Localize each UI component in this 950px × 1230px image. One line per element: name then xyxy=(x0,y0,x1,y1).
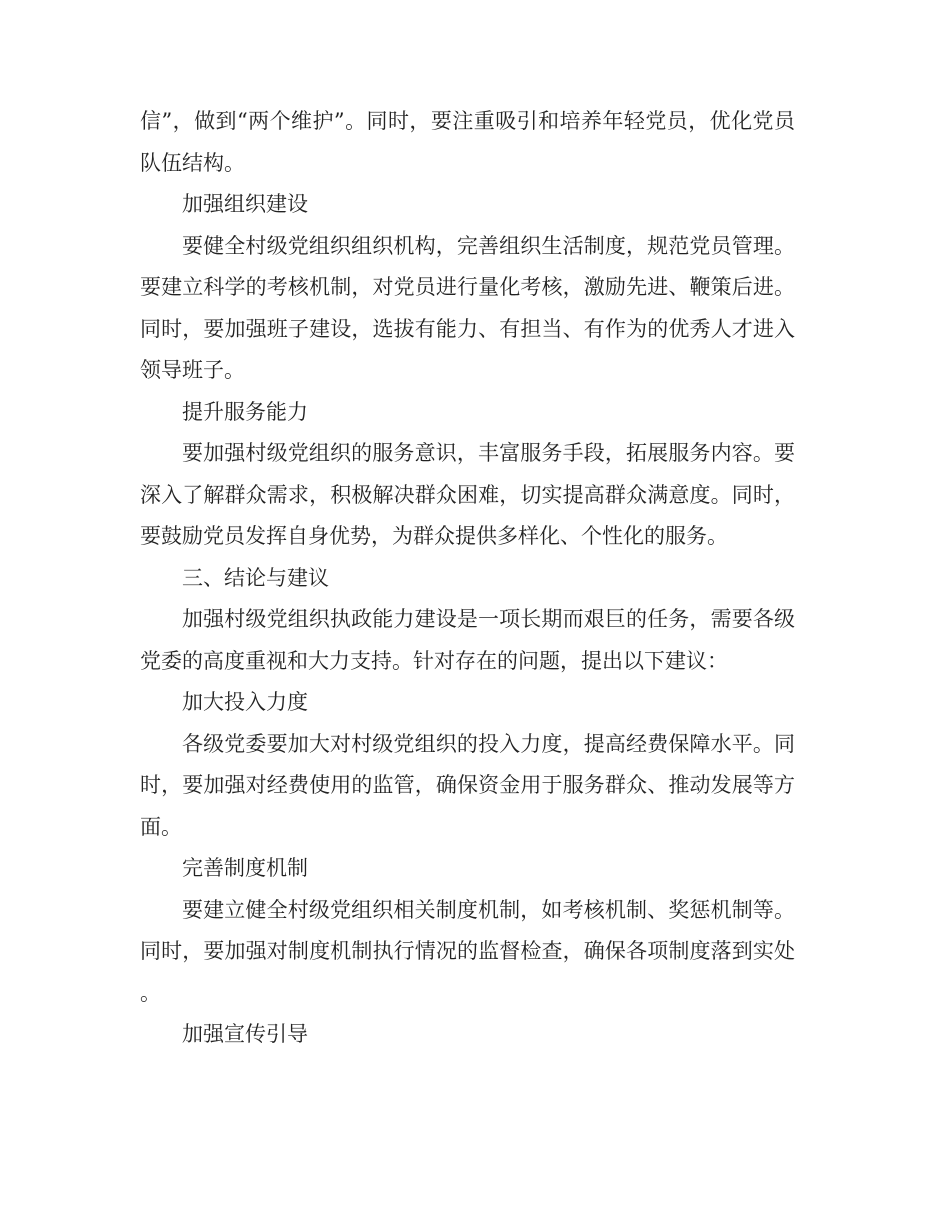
section-heading-conclusion: 三、结论与建议 xyxy=(182,565,329,590)
section-heading-service: 提升服务能力 xyxy=(182,399,308,424)
paragraph-investment: 各级党委要加大对村级党组织的投入力度，提高经费保障水平。同时，要加强对经费使用的监管，确保资金用于服务群众、推动发展等方面。 xyxy=(140,731,795,839)
document-body xyxy=(140,101,795,1056)
section-heading-publicity: 加强宣传引导 xyxy=(182,1022,308,1046)
section-heading-mechanism: 完善制度机制 xyxy=(182,856,308,880)
paragraph-service: 要加强村级党组织的服务意识，丰富服务手段，拓展服务内容。要深入了解群众需求，积极解决群众困难，切实提高群众满意度。同时，要鼓励党员发挥自身优势，为群众提供多样化、个性化的服务。 xyxy=(140,441,795,548)
section-heading-organization: 加强组织建设 xyxy=(182,192,308,216)
paragraph-continuation: 信”，做到“两个维护”。同时，要注重吸引和培养年轻党员，优化党员队伍结构。 xyxy=(140,109,795,175)
paragraph-organization: 要健全村级党组织组织机构，完善组织生活制度，规范党员管理。要建立科学的考核机制，对党员进行量化考核，激励先进、鞭策后进。同时，要加强班子建设，选拔有能力、有担当、有作为的优秀人才进入领导班子。 xyxy=(140,233,795,382)
paragraph-conclusion: 加强村级党组织执政能力建设是一项长期而艰巨的任务，需要各级党委的高度重视和大力支持。针对存在的问题，提出以下建议： xyxy=(140,607,795,673)
paragraph-mechanism: 要建立健全村级党组织相关制度机制，如考核机制、奖惩机制等。同时，要加强对制度机制执行情况的监督检查，确保各项制度落到实处。 xyxy=(140,897,795,1005)
section-heading-investment: 加大投入力度 xyxy=(182,690,308,714)
